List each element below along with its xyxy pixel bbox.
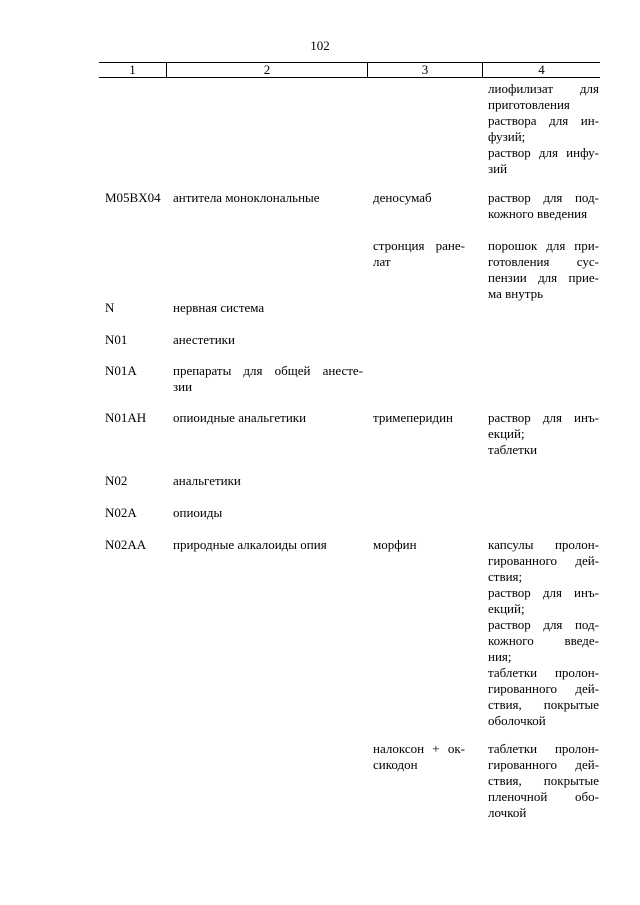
cell-line: фузий; <box>488 129 526 144</box>
dosage-forms <box>488 537 599 729</box>
group-name: природные алкалоиды опия <box>173 537 327 552</box>
cell-line: приготовления <box>488 97 570 112</box>
cell-line: раствор для инъ- <box>488 585 599 600</box>
cell-line: готовления сус- <box>488 254 599 269</box>
cell-line: гированного дей- <box>488 757 599 772</box>
drug-name <box>373 741 465 773</box>
header-col-1: 1 <box>129 62 136 77</box>
dosage-forms <box>488 238 599 302</box>
cell-line: ствия, покрытые <box>488 697 599 712</box>
cell-line: раствор для инъ- <box>488 410 599 425</box>
drug-name <box>373 238 465 270</box>
cell-line: порошок для при- <box>488 238 599 253</box>
cell-line: раствор для под- <box>488 617 599 632</box>
dosage-forms <box>488 81 599 177</box>
cell-line: лочкой <box>488 805 527 820</box>
cell-line: раствор для инфу- <box>488 145 599 160</box>
cell-line: лиофилизат для <box>488 81 599 96</box>
cell-line: капсулы пролон- <box>488 537 599 552</box>
cell-line: сикодон <box>373 757 418 772</box>
cell-line: раствор для под- <box>488 190 599 205</box>
group-name: нервная система <box>173 300 265 315</box>
group-name: антитела моноклональные <box>173 190 320 205</box>
cell-line: оболочкой <box>488 713 546 728</box>
cell-line: пленочной обо- <box>488 789 599 804</box>
table-header <box>99 62 600 78</box>
cell-line: кожного введения <box>488 206 588 221</box>
cell-line: стронция ране- <box>373 238 465 253</box>
atc-code: N02A <box>105 505 137 520</box>
atc-code: N01AH <box>105 410 147 425</box>
cell-line: зий <box>488 161 508 176</box>
dosage-forms <box>488 410 599 458</box>
cell-line: ствия; <box>488 569 523 584</box>
header-col-4: 4 <box>538 62 545 77</box>
header-col-2: 2 <box>263 62 271 77</box>
drug-name: тримеперидин <box>373 410 454 425</box>
atc-code: N01 <box>105 332 128 347</box>
cell-line: ствия, покрытые <box>488 773 599 788</box>
cell-line: налоксон + ок- <box>373 741 465 756</box>
group-name: анальгетики <box>173 473 241 488</box>
atc-code: M05BX04 <box>105 190 161 205</box>
atc-code: N <box>105 300 115 315</box>
cell-line: лат <box>373 254 391 269</box>
group-name: опиоидные анальгетики <box>173 410 307 425</box>
cell-line: раствора для ин- <box>488 113 599 128</box>
header-col-3: 3 <box>421 62 429 77</box>
group-name: анестетики <box>173 332 235 347</box>
cell-line: кожного введе- <box>488 633 599 648</box>
cell-line: таблетки пролон- <box>488 665 599 680</box>
drug-name: деносумаб <box>373 190 432 205</box>
atc-code: N02AA <box>105 537 147 552</box>
cell-line: гированного дей- <box>488 681 599 696</box>
cell-line: ния; <box>488 649 512 664</box>
drug-name: морфин <box>373 537 417 552</box>
page-number: 102 <box>310 38 330 53</box>
atc-code: N02 <box>105 473 128 488</box>
cell-line: зии <box>173 379 193 394</box>
cell-line: екций; <box>488 601 525 616</box>
cell-line: екций; <box>488 426 525 441</box>
dosage-forms <box>488 741 599 821</box>
cell-line: препараты для общей анесте- <box>173 363 363 378</box>
dosage-forms <box>488 190 599 222</box>
cell-line: гированного дей- <box>488 553 599 568</box>
atc-code: N01A <box>105 363 137 378</box>
group-name: опиоиды <box>173 505 223 520</box>
cell-line: таблетки <box>488 442 538 457</box>
cell-line: ма внутрь <box>488 286 544 301</box>
group-name <box>173 363 363 395</box>
cell-line: таблетки пролон- <box>488 741 599 756</box>
cell-line: пензии для прие- <box>488 270 599 285</box>
